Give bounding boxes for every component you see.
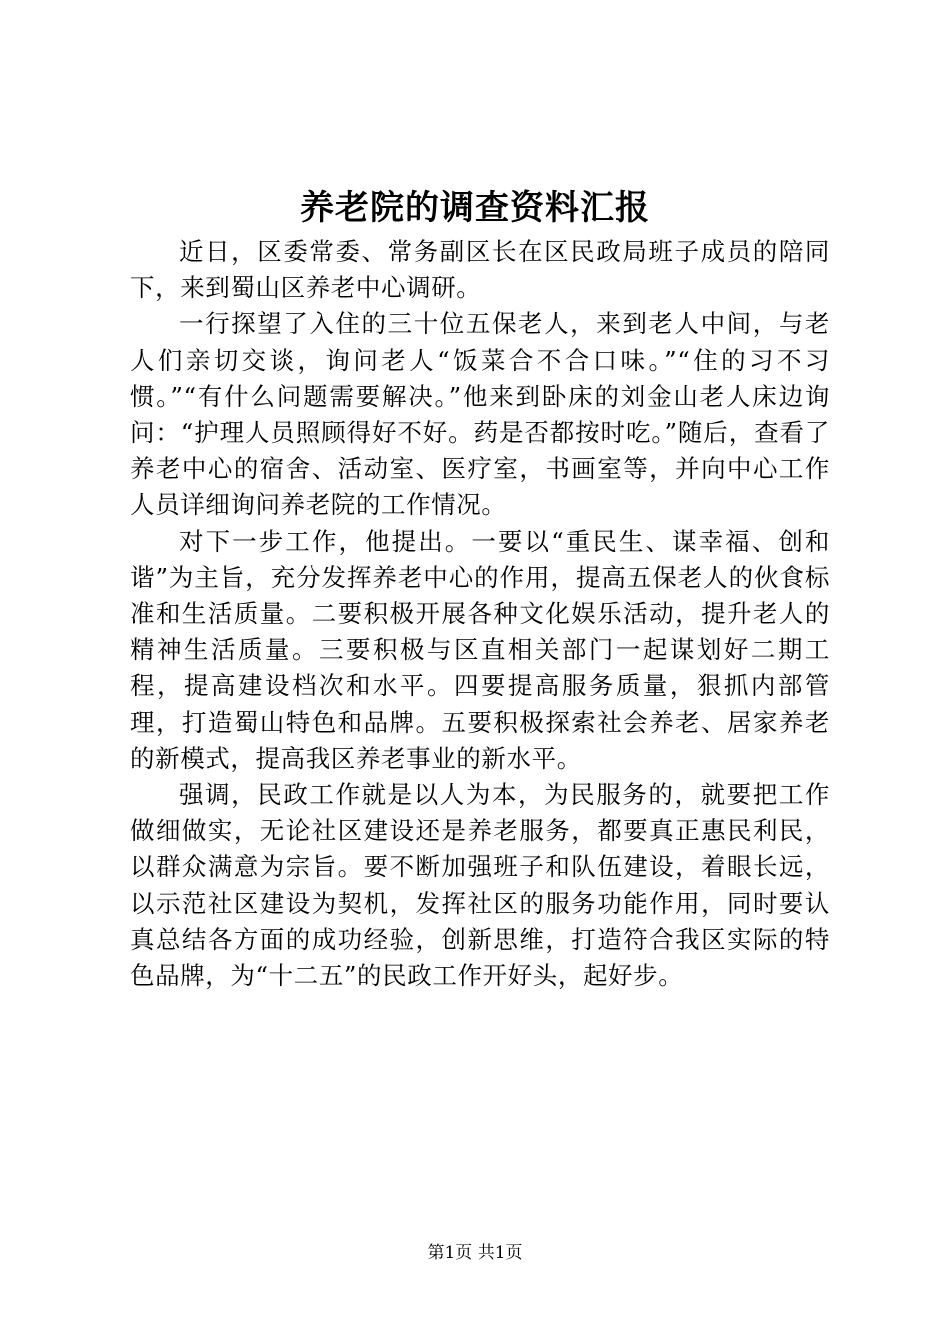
paragraph-4: 强调，民政工作就是以人为本，为民服务的，就要把工作做细做实，无论社区建设还是养老服务，都要真正惠民利民，以群众满意为宗旨。要不断加强班子和队伍建设，着眼长远，以示范社区建设为契机，发挥社区的服务功能作用，同时要认真总结各方面的成功经验，创新思维，打造符合我区实际的特色品牌，为“十二五”的民政工作开好头，起好步。 xyxy=(130,780,830,991)
document-body xyxy=(130,234,830,994)
page-footer: 第1页 共1页 xyxy=(427,1243,523,1263)
paragraph-3: 对下一步工作，他提出。一要以“重民生、谋幸福、创和谐”为主旨，充分发挥养老中心的作用，提高五保老人的伙食标准和生活质量。二要积极开展各种文化娱乐活动，提升老人的精神生活质量。三要积极与区直相关部门一起谋划好二期工程，提高建设档次和水平。四要提高服务质量，狠抓内部管理，打造蜀山特色和品牌。五要积极探索社会养老、居家养老的新模式，提高我区养老事业的新水平。 xyxy=(130,526,830,773)
document-title: 养老院的调查资料汇报 xyxy=(300,188,650,228)
paragraph-2: 一行探望了入住的三十位五保老人，来到老人中间，与老人们亲切交谈，询问老人“饭菜合不合口味。”“住的习不习惯。”“有什么问题需要解决。”他来到卧床的刘金山老人床边询问：“护理人员照顾得好不好。药是否都按时吃。”随后，查看了养老中心的宿舍、活动室、医疗室，书画室等，并向中心工作人员详细询问养老院的工作情况。 xyxy=(130,309,830,520)
paragraph-1: 近日，区委常委、常务副区长在区民政局班子成员的陪同下，来到蜀山区养老中心调研。 xyxy=(130,237,830,303)
